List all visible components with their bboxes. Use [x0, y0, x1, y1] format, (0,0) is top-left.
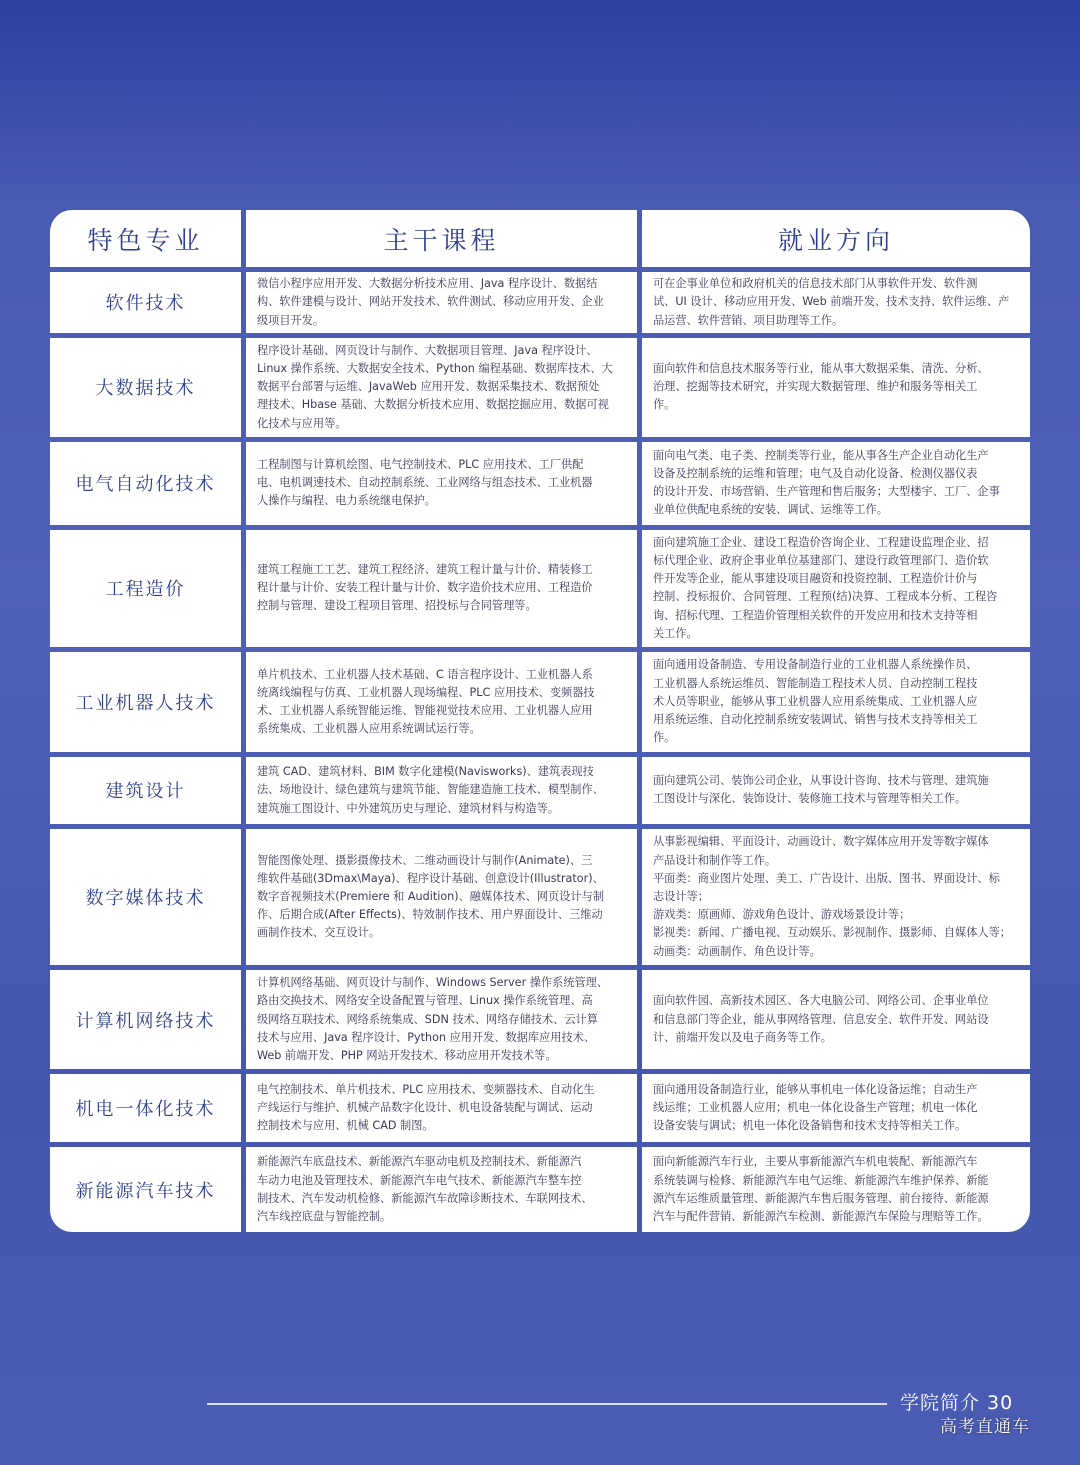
table-row — [50, 829, 1030, 966]
careers-line: 平面类：商业图片处理、美工、广告设计、出版、图书、界面设计、标 — [652, 871, 1000, 885]
courses-line: 系统集成、工业机器人应用系统调试运行等。 — [256, 722, 481, 736]
careers-line: 面向建筑公司、装饰公司企业，从事设计咨询、技术与管理、建筑施 — [652, 774, 989, 788]
careers-line: 件开发等企业，能从事建设项目融资和投资控制、工程造价计价与 — [652, 572, 978, 586]
header-courses: 主干课程 — [246, 210, 637, 267]
courses-line: 汽车线控底盘与智能控制。 — [256, 1209, 392, 1223]
courses-line: 电气控制技术、单片机技术、PLC 应用技术、变频器技术、自动化生 — [256, 1082, 595, 1096]
careers-line: 作。 — [652, 731, 676, 745]
careers-line: 术人员等职业，能够从事工业机器人应用系统集成、工业机器人应 — [652, 694, 978, 708]
courses-line: 建筑施工图设计、中外建筑历史与理论、建筑材料与构造等。 — [256, 801, 560, 815]
careers-line: 面向电气类、电子类、控制类等行业，能从事各生产企业自动化生产 — [652, 448, 989, 462]
major-name: 大数据技术 — [50, 338, 241, 437]
table-row — [50, 652, 1030, 753]
careers-line: 志设计等； — [652, 889, 709, 903]
careers-cell — [642, 652, 1030, 753]
courses-cell — [246, 1074, 637, 1142]
careers-cell — [642, 442, 1030, 525]
careers-cell — [642, 757, 1030, 823]
table-row — [50, 1147, 1030, 1232]
courses-line: 制技术、汽车发动机检修、新能源汽车故障诊断技术、车联网技术、 — [256, 1191, 593, 1205]
careers-line: 面向新能源汽车行业，主要从事新能源汽车机电装配、新能源汽车 — [652, 1155, 978, 1169]
careers-line: 源汽车运维质量管理、新能源汽车售后服务管理、前台接待、新能源 — [652, 1191, 989, 1205]
courses-cell — [246, 442, 637, 525]
courses-cell — [246, 272, 637, 333]
careers-line: 面向软件和信息技术服务等行业，能从事大数据采集、清洗、分析、 — [652, 361, 989, 375]
careers-line: 治理、挖掘等技术研究，并实现大数据管理、维护和服务等相关工 — [652, 380, 978, 394]
majors-table — [50, 210, 1030, 1232]
table-header-row — [50, 210, 1030, 267]
careers-line: 产品设计和制作等工作。 — [652, 853, 777, 867]
courses-cell — [246, 338, 637, 437]
courses-line: 统离线编程与仿真、工业机器人现场编程、PLC 应用技术、变频器技 — [256, 685, 595, 699]
courses-line: Web 前端开发、PHP 网站开发技术、移动应用开发技术等。 — [256, 1049, 557, 1063]
header-major: 特色专业 — [50, 210, 241, 267]
table-row — [50, 970, 1030, 1069]
careers-line: 工业机器人系统运维员、智能制造工程技术人员、自动控制工程技 — [652, 676, 978, 690]
courses-line: 车动力电池及管理技术、新能源汽车电气技术、新能源汽车整车控 — [256, 1173, 582, 1187]
courses-line: 新能源汽车底盘技术、新能源汽车驱动电机及控制技术、新能源汽 — [256, 1155, 582, 1169]
table-row — [50, 1074, 1030, 1142]
courses-line: 工程制图与计算机绘图、电气控制技术、PLC 应用技术、工厂供配 — [256, 457, 584, 471]
careers-line: 业单位供配电系统的安装、调试、运维等工作。 — [652, 503, 888, 517]
courses-line: 产线运行与维护、机械产品数字化设计、机电设备装配与调试、运动 — [256, 1101, 593, 1115]
courses-line: 构、软件建模与设计、网站开发技术、软件测试、移动应用开发、企业 — [256, 295, 604, 309]
courses-line: Linux 操作系统、大数据安全技术、Python 编程基础、数据库技术、大 — [256, 361, 613, 375]
careers-line: 从事影视编辑、平面设计、动画设计、数字媒体应用开发等数字媒体 — [652, 835, 989, 849]
courses-line: 路由交换技术、网络安全设备配置与管理、Linux 操作系统管理、高 — [256, 994, 593, 1008]
careers-line: 和信息部门等企业，能从事网络管理、信息安全、软件开发、网站设 — [652, 1012, 989, 1026]
careers-line: 设备安装与调试；机电一体化设备销售和技术支持等相关工作。 — [652, 1119, 967, 1133]
header-careers: 就业方向 — [642, 210, 1030, 267]
courses-line: 级项目开发。 — [256, 313, 325, 327]
courses-line: 微信小程序应用开发、大数据分析技术应用、Java 程序设计、数据结 — [256, 277, 598, 291]
major-name: 工程造价 — [50, 530, 241, 647]
courses-line: 画制作技术、交互设计。 — [256, 926, 381, 940]
careers-line: 汽车与配件营销、新能源汽车检测、新能源汽车保险与理赔等工作。 — [652, 1209, 989, 1223]
table-row — [50, 338, 1030, 437]
table-row — [50, 530, 1030, 647]
courses-line: 人操作与编程、电力系统继电保护。 — [256, 494, 436, 508]
careers-line: 面向建筑施工企业、建设工程造价咨询企业、工程建设监理企业、招 — [652, 535, 989, 549]
careers-cell — [642, 829, 1030, 966]
courses-line: 智能图像处理、摄影摄像技术、二维动画设计与制作(Animate)、三 — [256, 853, 593, 867]
footer-divider — [207, 1403, 887, 1405]
watermark: 高考直通车 — [940, 1417, 1030, 1437]
major-name: 机电一体化技术 — [50, 1074, 241, 1142]
careers-cell — [642, 272, 1030, 333]
major-name: 建筑设计 — [50, 757, 241, 823]
courses-line: 化技术与应用等。 — [256, 416, 347, 430]
courses-cell — [246, 530, 637, 647]
careers-line: 可在企事业单位和政府机关的信息技术部门从事软件开发、软件测 — [652, 277, 978, 291]
table-row — [50, 272, 1030, 333]
courses-line: 单片机技术、工业机器人技术基础、C 语言程序设计、工业机器人系 — [256, 667, 593, 681]
careers-cell — [642, 970, 1030, 1069]
careers-line: 用系统运维、自动化控制系统安装调试、销售与技术支持等相关工 — [652, 713, 978, 727]
page-label: 学院简介 30 — [900, 1392, 1014, 1414]
careers-line: 控制、投标报价、合同管理、工程预(结)决算、工程成本分析、工程咨 — [652, 590, 998, 604]
careers-line: 作。 — [652, 398, 676, 412]
courses-line: 计算机网络基础、网页设计与制作、Windows Server 操作系统管理、 — [256, 976, 609, 990]
careers-line: 面向软件园、高新技术园区、各大电脑公司、网络公司、企事业单位 — [652, 994, 989, 1008]
courses-line: 建筑工程施工工艺、建筑工程经济、建筑工程计量与计价、精装修工 — [256, 563, 593, 577]
careers-line: 动画类：动画制作、角色设计等。 — [652, 944, 821, 958]
careers-cell — [642, 530, 1030, 647]
courses-cell — [246, 652, 637, 753]
courses-cell — [246, 1147, 637, 1232]
courses-line: 理技术、Hbase 基础、大数据分析技术应用、数据挖掘应用、数据可视 — [256, 398, 609, 412]
careers-line: 影视类：新闻、广播电视、互动娱乐、影视制作、摄影师、自媒体人等； — [652, 926, 1011, 940]
courses-line: 维软件基础(3Dmax\Maya)、程序设计基础、创意设计(Illustrator)、 — [256, 871, 604, 885]
major-name: 计算机网络技术 — [50, 970, 241, 1069]
courses-line: 作、后期合成(After Effects)、特效制作技术、用户界面设计、三维动 — [256, 908, 603, 922]
careers-line: 工图设计与深化、装饰设计、装修施工技术与管理等相关工作。 — [652, 792, 967, 806]
table-row — [50, 442, 1030, 525]
major-name: 工业机器人技术 — [50, 652, 241, 753]
courses-line: 级网络互联技术、网络系统集成、SDN 技术、网络存储技术、云计算 — [256, 1012, 598, 1026]
careers-line: 线运维；工业机器人应用；机电一体化设备生产管理；机电一体化 — [652, 1101, 978, 1115]
courses-line: 法、场地设计、绿色建筑与建筑节能、智能建造施工技术、模型制作、 — [256, 783, 604, 797]
careers-line: 标代理企业、政府企事业单位基建部门、建设行政管理部门、造价软 — [652, 553, 989, 567]
careers-line: 系统装调与检修、新能源汽车电气运维、新能源汽车维护保养、新能 — [652, 1173, 989, 1187]
major-name: 数字媒体技术 — [50, 829, 241, 966]
courses-line: 术、工业机器人系统智能运维、智能视觉技术应用、工业机器人应用 — [256, 703, 593, 717]
courses-line: 程计量与计价、安装工程计量与计价、数字造价技术应用、工程造价 — [256, 581, 593, 595]
majors-table-container — [50, 210, 1030, 1232]
table-row — [50, 757, 1030, 823]
courses-cell — [246, 970, 637, 1069]
major-name: 电气自动化技术 — [50, 442, 241, 525]
major-name: 软件技术 — [50, 272, 241, 333]
courses-line: 程序设计基础、网页设计与制作、大数据项目管理、Java 程序设计、 — [256, 343, 598, 357]
courses-line: 数据平台部署与运维、JavaWeb 应用开发、数据采集技术、数据预处 — [256, 380, 600, 394]
courses-line: 控制技术与应用、机械 CAD 制图。 — [256, 1119, 434, 1133]
courses-line: 技术与应用、Java 程序设计、Python 应用开发、数据库应用技术、 — [256, 1030, 596, 1044]
courses-line: 建筑 CAD、建筑材料、BIM 数字化建模(Navisworks)、建筑表现技 — [256, 765, 594, 779]
courses-cell — [246, 829, 637, 966]
courses-line: 电、电机调速技术、自动控制系统、工业网络与组态技术、工业机器 — [256, 476, 593, 490]
courses-cell — [246, 757, 637, 823]
careers-line: 计、前端开发以及电子商务等工作。 — [652, 1030, 832, 1044]
careers-cell — [642, 338, 1030, 437]
careers-line: 试、UI 设计、移动应用开发、Web 前端开发、技术支持、软件运维、产 — [652, 295, 1010, 309]
careers-line: 游戏类：原画师、游戏角色设计、游戏场景设计等； — [652, 908, 911, 922]
careers-line: 的设计开发、市场营销、生产管理和售后服务；大型楼宇、工厂、企事 — [652, 485, 1000, 499]
courses-line: 数字音视频技术(Premiere 和 Audition)、融媒体技术、网页设计与制 — [256, 889, 605, 903]
courses-line: 控制与管理、建设工程项目管理、招投标与合同管理等。 — [256, 599, 537, 613]
careers-cell — [642, 1147, 1030, 1232]
careers-line: 询、招标代理、工程造价管理相关软件的开发应用和技术支持等相 — [652, 608, 978, 622]
major-name: 新能源汽车技术 — [50, 1147, 241, 1232]
careers-line: 关工作。 — [652, 626, 698, 640]
careers-cell — [642, 1074, 1030, 1142]
careers-line: 品运营、软件营销、项目助理等工作。 — [652, 313, 844, 327]
careers-line: 面向通用设备制造行业，能够从事机电一体化设备运维；自动生产 — [652, 1082, 978, 1096]
careers-line: 设备及控制系统的运维和管理；电气及自动化设备、检测仪器仪表 — [652, 467, 978, 481]
careers-line: 面向通用设备制造、专用设备制造行业的工业机器人系统操作员、 — [652, 658, 978, 672]
